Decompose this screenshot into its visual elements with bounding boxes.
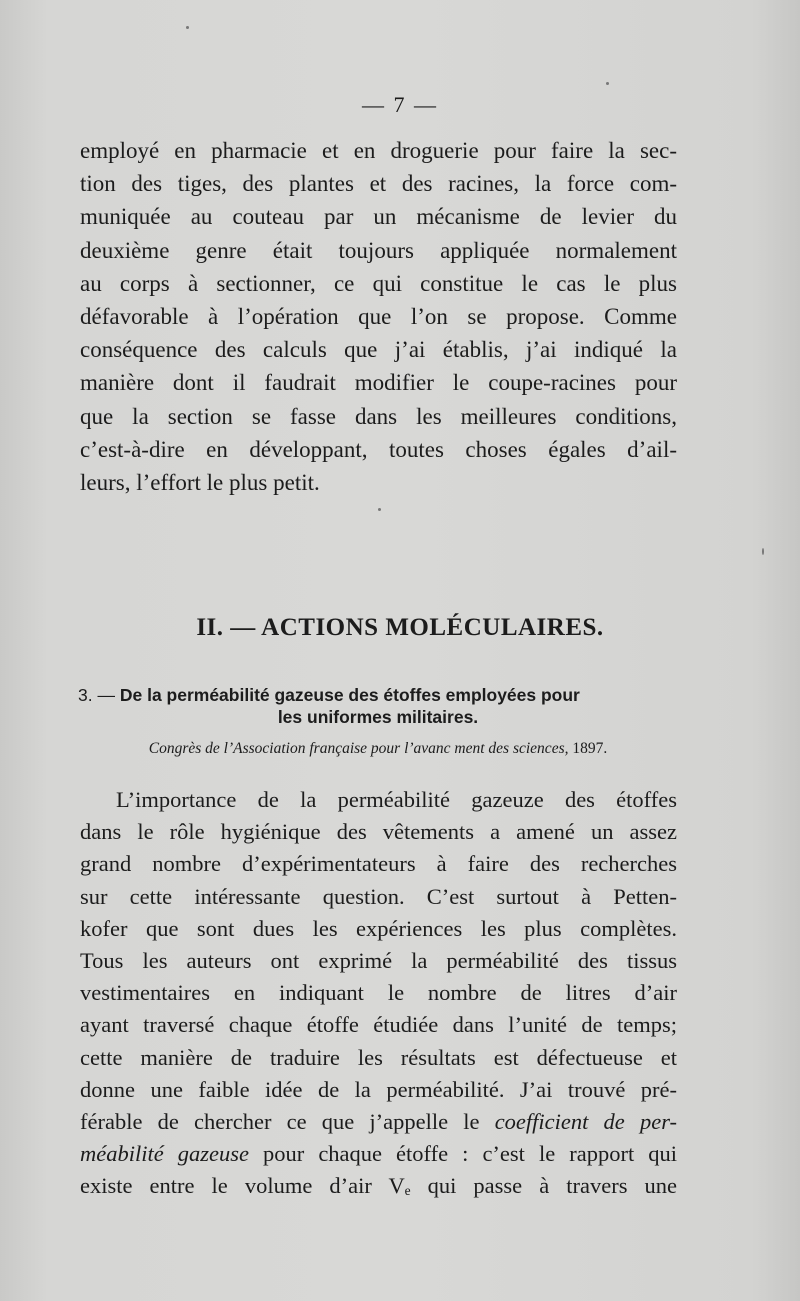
scan-speck — [186, 26, 189, 29]
text-line: ayant traversé chaque étoffe étudiée dans l’unité de temps; — [80, 1012, 677, 1038]
text-line: Tous les auteurs ont exprimé la perméabilité des tissus — [80, 948, 677, 974]
article-citation — [78, 740, 678, 758]
text-line: au corps à sectionner, ce qui constitue le cas le plus — [80, 270, 677, 296]
citation-year: 1897. — [572, 740, 608, 757]
scan-speck — [378, 508, 381, 511]
text-line: employé en pharmacie et en droguerie pour faire la sec- — [80, 138, 677, 163]
text-line: c’est-à-dire en développant, toutes choses égales d’ail- — [80, 436, 677, 462]
text-line: existe entre le volume d’air Vₑ qui passe à travers une — [80, 1173, 677, 1199]
text-line: kofer que sont dues les expériences les plus complètes. — [80, 915, 677, 941]
text-line: donne une faible idée de la perméabilité. J’ai trouvé pré- — [80, 1076, 677, 1102]
text-segment: férable de chercher ce que j’appelle le — [80, 1109, 495, 1135]
paragraph-coupe-racines — [80, 134, 677, 499]
text-line: vestimentaires en indiquant le nombre de litres d’air — [80, 980, 677, 1006]
text-line: dans le rôle hygiénique des vêtements a amené un assez — [80, 819, 677, 845]
text-line: manière dont il faudrait modifier le coupe-racines pour — [80, 370, 677, 396]
italic-term: coefficient de per- — [494, 1109, 677, 1135]
scan-speck — [606, 82, 609, 85]
text-line: grand nombre d’expérimentateurs à faire des recherches — [80, 851, 677, 877]
article-title-line: les uniformes militaires. — [277, 707, 479, 727]
text-line: sur cette intéressante question. C’est surtout à Petten- — [80, 883, 677, 909]
text-line — [80, 1106, 677, 1138]
text-line: tion des tiges, des plantes et des racines, la force com- — [80, 171, 677, 197]
scan-speck — [762, 548, 764, 555]
italic-term: méabilité gazeuse — [80, 1141, 249, 1167]
citation-text: Congrès de l’Association française pour l’avanc ment des sciences, — [148, 740, 569, 757]
text-line: cette manière de traduire les résultats est défectueuse et — [80, 1044, 677, 1070]
text-line — [80, 1138, 677, 1170]
text-line: leurs, l’effort le plus petit. — [80, 470, 320, 496]
text-segment: pour chaque étoffe : c’est le rapport qui — [249, 1141, 677, 1167]
paragraph-permeabilite — [80, 784, 677, 1203]
article-title-text: De la perméabilité gazeuse des étoffes employées pour — [119, 685, 580, 705]
text-line: que la section se fasse dans les meilleures conditions, — [80, 403, 677, 429]
text-line: muniquée au couteau par un mécanisme de levier du — [80, 204, 677, 230]
page-number: — 7 — — [362, 92, 438, 117]
section-heading: II. — ACTIONS MOLÉCULAIRES. — [196, 614, 604, 641]
text-line: deuxième genre était toujours appliquée normalement — [80, 237, 677, 263]
text-line: L’importance de la perméabilité gazeuze des étoffes — [116, 787, 677, 812]
text-line: conséquence des calculs que j’ai établis, j’ai indiqué la — [80, 337, 677, 363]
article-title — [78, 684, 678, 728]
article-number: 3. — — [78, 685, 115, 705]
text-line: défavorable à l’opération que l’on se propose. Comme — [80, 304, 677, 330]
article-title-line — [78, 684, 678, 706]
